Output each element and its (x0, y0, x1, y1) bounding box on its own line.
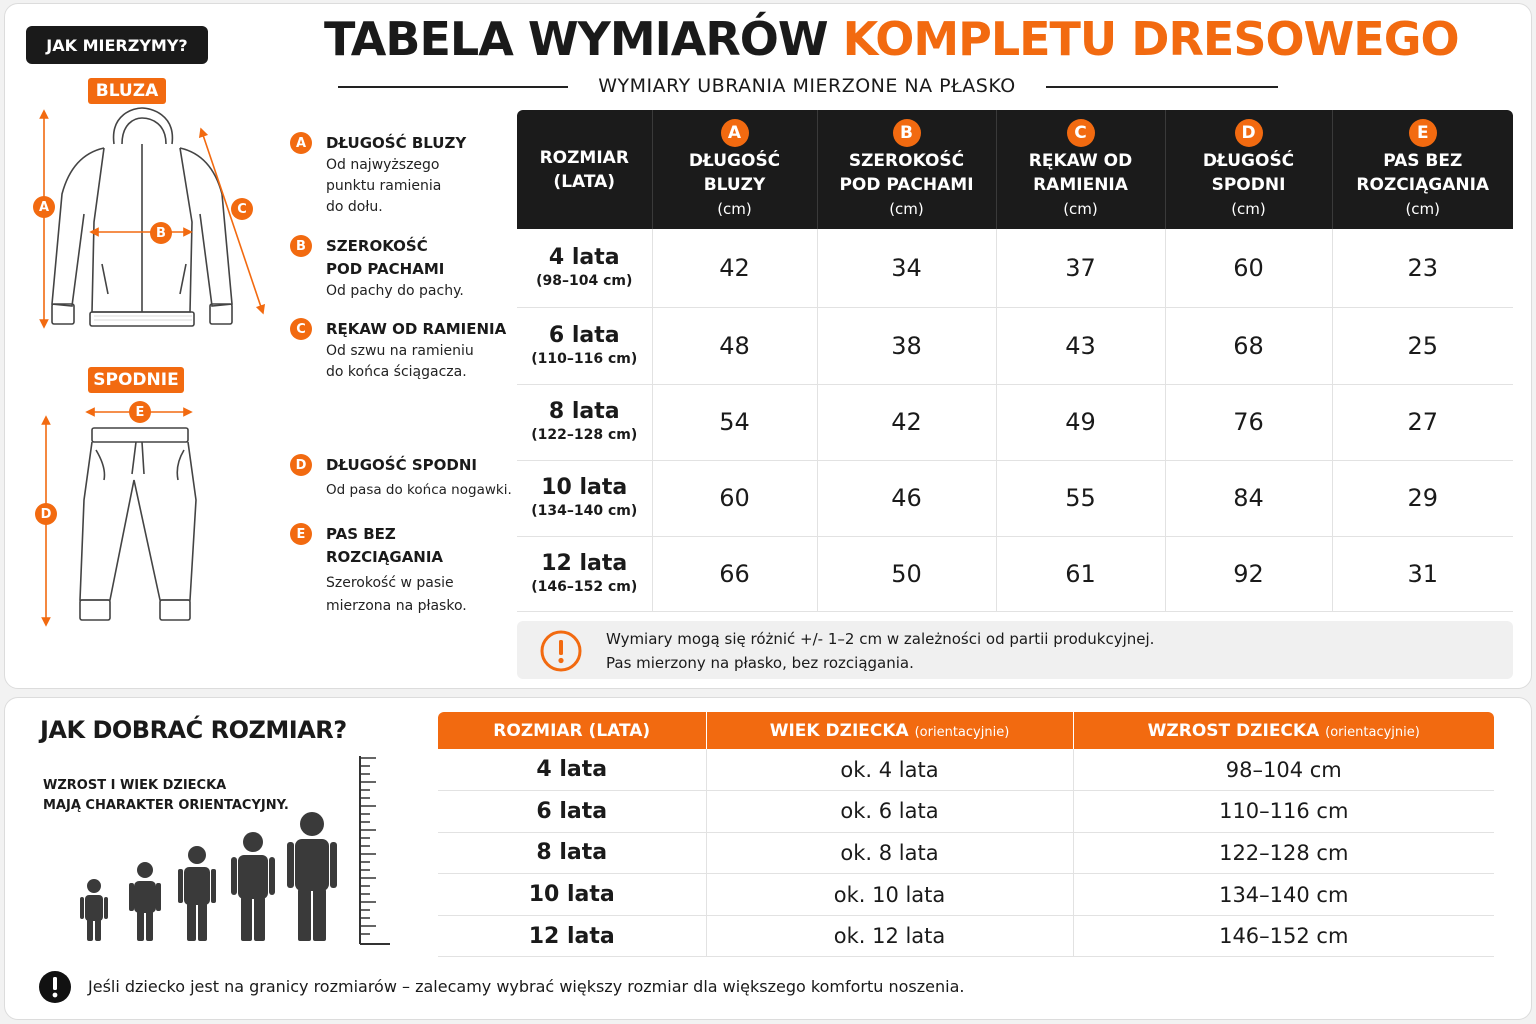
header-c-l1: RĘKAW OD (1028, 150, 1133, 171)
header-e-l1: PAS BEZ (1383, 150, 1463, 171)
note-line-1: Wymiary mogą się różnić +/- 1–2 cm w zależności od partii produkcyjnej. (606, 630, 1155, 648)
size-guide-height: 98–104 cm (1073, 749, 1494, 791)
table-row (517, 460, 1513, 536)
legend-a (290, 132, 510, 218)
size-guide-row (438, 874, 1494, 916)
header-b-icon: B (893, 119, 921, 147)
row-size-label: 8 lata (548, 399, 620, 424)
cell-a: 42 (652, 229, 817, 307)
row-size-height: (110–116 cm) (531, 350, 638, 367)
size-guide-height: 110–116 cm (1073, 791, 1494, 833)
legend-b-desc-1: Od pachy do pachy. (326, 283, 464, 299)
children-height-icon (74, 752, 394, 946)
header-col-d (1165, 110, 1332, 229)
header-size-l1: ROZMIAR (539, 147, 629, 168)
header-b-l2: POD PACHAMI (839, 174, 974, 195)
row-size-height: (122–128 cm) (531, 427, 638, 443)
size-guide-height: 122–128 cm (1073, 832, 1494, 874)
header-d-l1: DŁUGOŚĆ (1202, 150, 1295, 171)
row-size-label: 4 lata (548, 244, 620, 270)
marker-c: C (231, 198, 253, 220)
cell-e: 25 (1332, 307, 1513, 384)
cell-a: 48 (652, 307, 817, 384)
marker-d: D (35, 503, 57, 525)
size-guide-header-size (438, 712, 706, 749)
legend-d-icon: D (290, 454, 312, 476)
table-row (517, 229, 1513, 307)
row-size (517, 229, 652, 307)
legend-b-title: SZEROKOŚĆ (326, 237, 428, 255)
page-subtitle: WYMIARY UBRANIA MIERZONE NA PŁASKO (598, 75, 1016, 97)
header-c-icon: C (1067, 119, 1095, 147)
how-measure-badge: JAK MIERZYMY? (26, 26, 208, 64)
header-d-icon: D (1235, 119, 1263, 147)
choose-size-title: JAK DOBRAĆ ROZMIAR? (40, 716, 347, 744)
size-guide-height: 134–140 cm (1073, 874, 1494, 916)
legend-e-icon: E (290, 523, 312, 545)
legend-c-icon: C (290, 318, 312, 340)
size-guide-header-age-label: WIEK DZIECKA (769, 720, 909, 741)
header-d-l2: SPODNI (1211, 174, 1286, 195)
size-guide-table (438, 712, 1494, 957)
size-guide-header-height-label: WZROST DZIECKA (1147, 720, 1320, 741)
title-black: TABELA WYMIARÓW (324, 12, 828, 66)
legend-a-desc-1: Od najwyższego (326, 157, 440, 173)
header-a-icon: A (721, 119, 749, 147)
row-size (517, 460, 652, 536)
marker-a: A (33, 196, 55, 218)
cell-d: 68 (1165, 307, 1332, 384)
table-row (517, 536, 1513, 611)
row-size-height: (98–104 cm) (536, 272, 633, 289)
header-col-c (996, 110, 1165, 229)
size-guide-row (438, 832, 1494, 874)
legend-a-title: DŁUGOŚĆ BLUZY (326, 134, 467, 152)
legend-c-title: RĘKAW OD RAMIENIA (326, 320, 507, 338)
size-guide-row (438, 791, 1494, 833)
marker-b: B (150, 222, 172, 244)
cell-b: 38 (817, 307, 996, 384)
header-e-icon: E (1409, 119, 1437, 147)
cell-e: 27 (1332, 384, 1513, 460)
cell-d: 84 (1165, 460, 1332, 536)
size-guide-age: ok. 10 lata (706, 874, 1073, 916)
subtitle-rule-right (1046, 86, 1278, 88)
row-size-label: 6 lata (548, 322, 620, 348)
size-guide-age: ok. 12 lata (706, 915, 1073, 957)
size-guide-size: 4 lata (438, 749, 706, 791)
note-box (517, 621, 1513, 679)
hoodie-diagram (26, 104, 276, 336)
choose-size-subtitle-1: WZROST I WIEK DZIECKA (43, 778, 227, 793)
row-size-label: 10 lata (541, 475, 628, 500)
cell-c: 55 (996, 460, 1165, 536)
size-guide-age: ok. 8 lata (706, 832, 1073, 874)
header-d-unit: (cm) (1231, 199, 1266, 218)
legend-b-icon: B (290, 235, 312, 257)
row-size-height: (134–140 cm) (531, 503, 638, 519)
size-guide-size: 8 lata (438, 832, 706, 874)
size-guide-age: ok. 6 lata (706, 791, 1073, 833)
header-col-a (652, 110, 817, 229)
cell-a: 66 (652, 536, 817, 611)
choose-size-subtitle-2: MAJĄ CHARAKTER ORIENTACYJNY. (43, 798, 289, 813)
row-size (517, 536, 652, 611)
legend-a-desc-2: punktu ramienia (326, 178, 442, 194)
cell-a: 60 (652, 460, 817, 536)
size-guide-header-height-note: (orientacyjnie) (1325, 724, 1420, 740)
row-size (517, 384, 652, 460)
cell-c: 61 (996, 536, 1165, 611)
size-guide-header-height (1073, 712, 1494, 749)
size-guide-row (438, 749, 1494, 791)
size-guide-header-age-note: (orientacyjnie) (914, 724, 1010, 740)
size-guide-age: ok. 4 lata (706, 749, 1073, 791)
legend-d-title: DŁUGOŚĆ SPODNI (326, 456, 477, 474)
legend-b (290, 235, 510, 302)
note-line-2: Pas mierzony na płasko, bez rozciągania. (606, 654, 914, 672)
header-c-unit: (cm) (1063, 199, 1098, 218)
spodnie-label: SPODNIE (88, 367, 184, 393)
header-b-l1: SZEROKOŚĆ (848, 150, 965, 171)
legend-c-desc-1: Od szwu na ramieniu (326, 343, 474, 359)
cell-e: 23 (1332, 229, 1513, 307)
size-guide-size: 10 lata (438, 874, 706, 916)
cell-d: 76 (1165, 384, 1332, 460)
legend-e-desc-2: mierzona na płasko. (326, 598, 467, 614)
size-guide-header-row (438, 712, 1494, 749)
cell-b: 46 (817, 460, 996, 536)
header-col-e (1332, 110, 1513, 229)
legend-a-desc-3: do dołu. (326, 199, 383, 215)
marker-e: E (129, 401, 151, 423)
measurements-table (517, 110, 1513, 612)
header-a-l2: BLUZY (703, 174, 766, 195)
size-guide-height: 146–152 cm (1073, 915, 1494, 957)
cell-e: 29 (1332, 460, 1513, 536)
legend-b-title-2: POD PACHAMI (326, 260, 445, 278)
header-a-l1: DŁUGOŚĆ (688, 150, 781, 171)
cell-c: 43 (996, 307, 1165, 384)
legend-a-icon: A (290, 132, 312, 154)
cell-e: 31 (1332, 536, 1513, 611)
size-guide-header-size-label: ROZMIAR (LATA) (493, 720, 651, 741)
subtitle-rule-left (338, 86, 568, 88)
cell-c: 49 (996, 384, 1165, 460)
table-row (517, 384, 1513, 460)
size-guide-size: 6 lata (438, 791, 706, 833)
note-text (606, 627, 1154, 675)
legend-e (290, 523, 514, 618)
bluza-label: BLUZA (88, 78, 166, 104)
exclamation-icon (38, 970, 72, 1004)
cell-d: 60 (1165, 229, 1332, 307)
cell-c: 37 (996, 229, 1165, 307)
header-e-l2: ROZCIĄGANIA (1356, 174, 1490, 195)
header-e-unit: (cm) (1405, 199, 1441, 218)
header-b-unit: (cm) (889, 199, 924, 218)
legend-c (290, 318, 510, 383)
cell-b: 42 (817, 384, 996, 460)
legend-d-desc-1: Od pasa do końca nogawki. (326, 482, 512, 498)
warning-icon (539, 629, 583, 673)
size-guide-row (438, 915, 1494, 957)
row-size-height: (146–152 cm) (531, 578, 638, 595)
row-size (517, 307, 652, 384)
header-col-b (817, 110, 996, 229)
measurements-header-row (517, 110, 1513, 229)
page-title (324, 12, 1459, 66)
header-size (517, 110, 652, 229)
row-size-label: 12 lata (541, 550, 628, 576)
cell-b: 50 (817, 536, 996, 611)
header-c-l2: RAMIENIA (1033, 174, 1128, 195)
header-a-unit: (cm) (717, 199, 752, 218)
legend-e-title: PAS BEZ ROZCIĄGANIA (326, 525, 444, 566)
title-orange: KOMPLETU DRESOWEGO (842, 12, 1459, 66)
footer-note: Jeśli dziecko jest na granicy rozmiarów – zalecamy wybrać większy rozmiar dla większego komfortu noszenia. (88, 977, 965, 996)
legend-d (290, 454, 514, 501)
cell-d: 92 (1165, 536, 1332, 611)
cell-a: 54 (652, 384, 817, 460)
legend-c-desc-2: do końca ściągacza. (326, 364, 467, 380)
size-guide-header-age (706, 712, 1073, 749)
cell-b: 34 (817, 229, 996, 307)
table-row (517, 307, 1513, 384)
header-size-l2: (LATA) (553, 171, 616, 192)
legend-e-desc-1: Szerokość w pasie (326, 575, 454, 591)
size-guide-size: 12 lata (438, 915, 706, 957)
